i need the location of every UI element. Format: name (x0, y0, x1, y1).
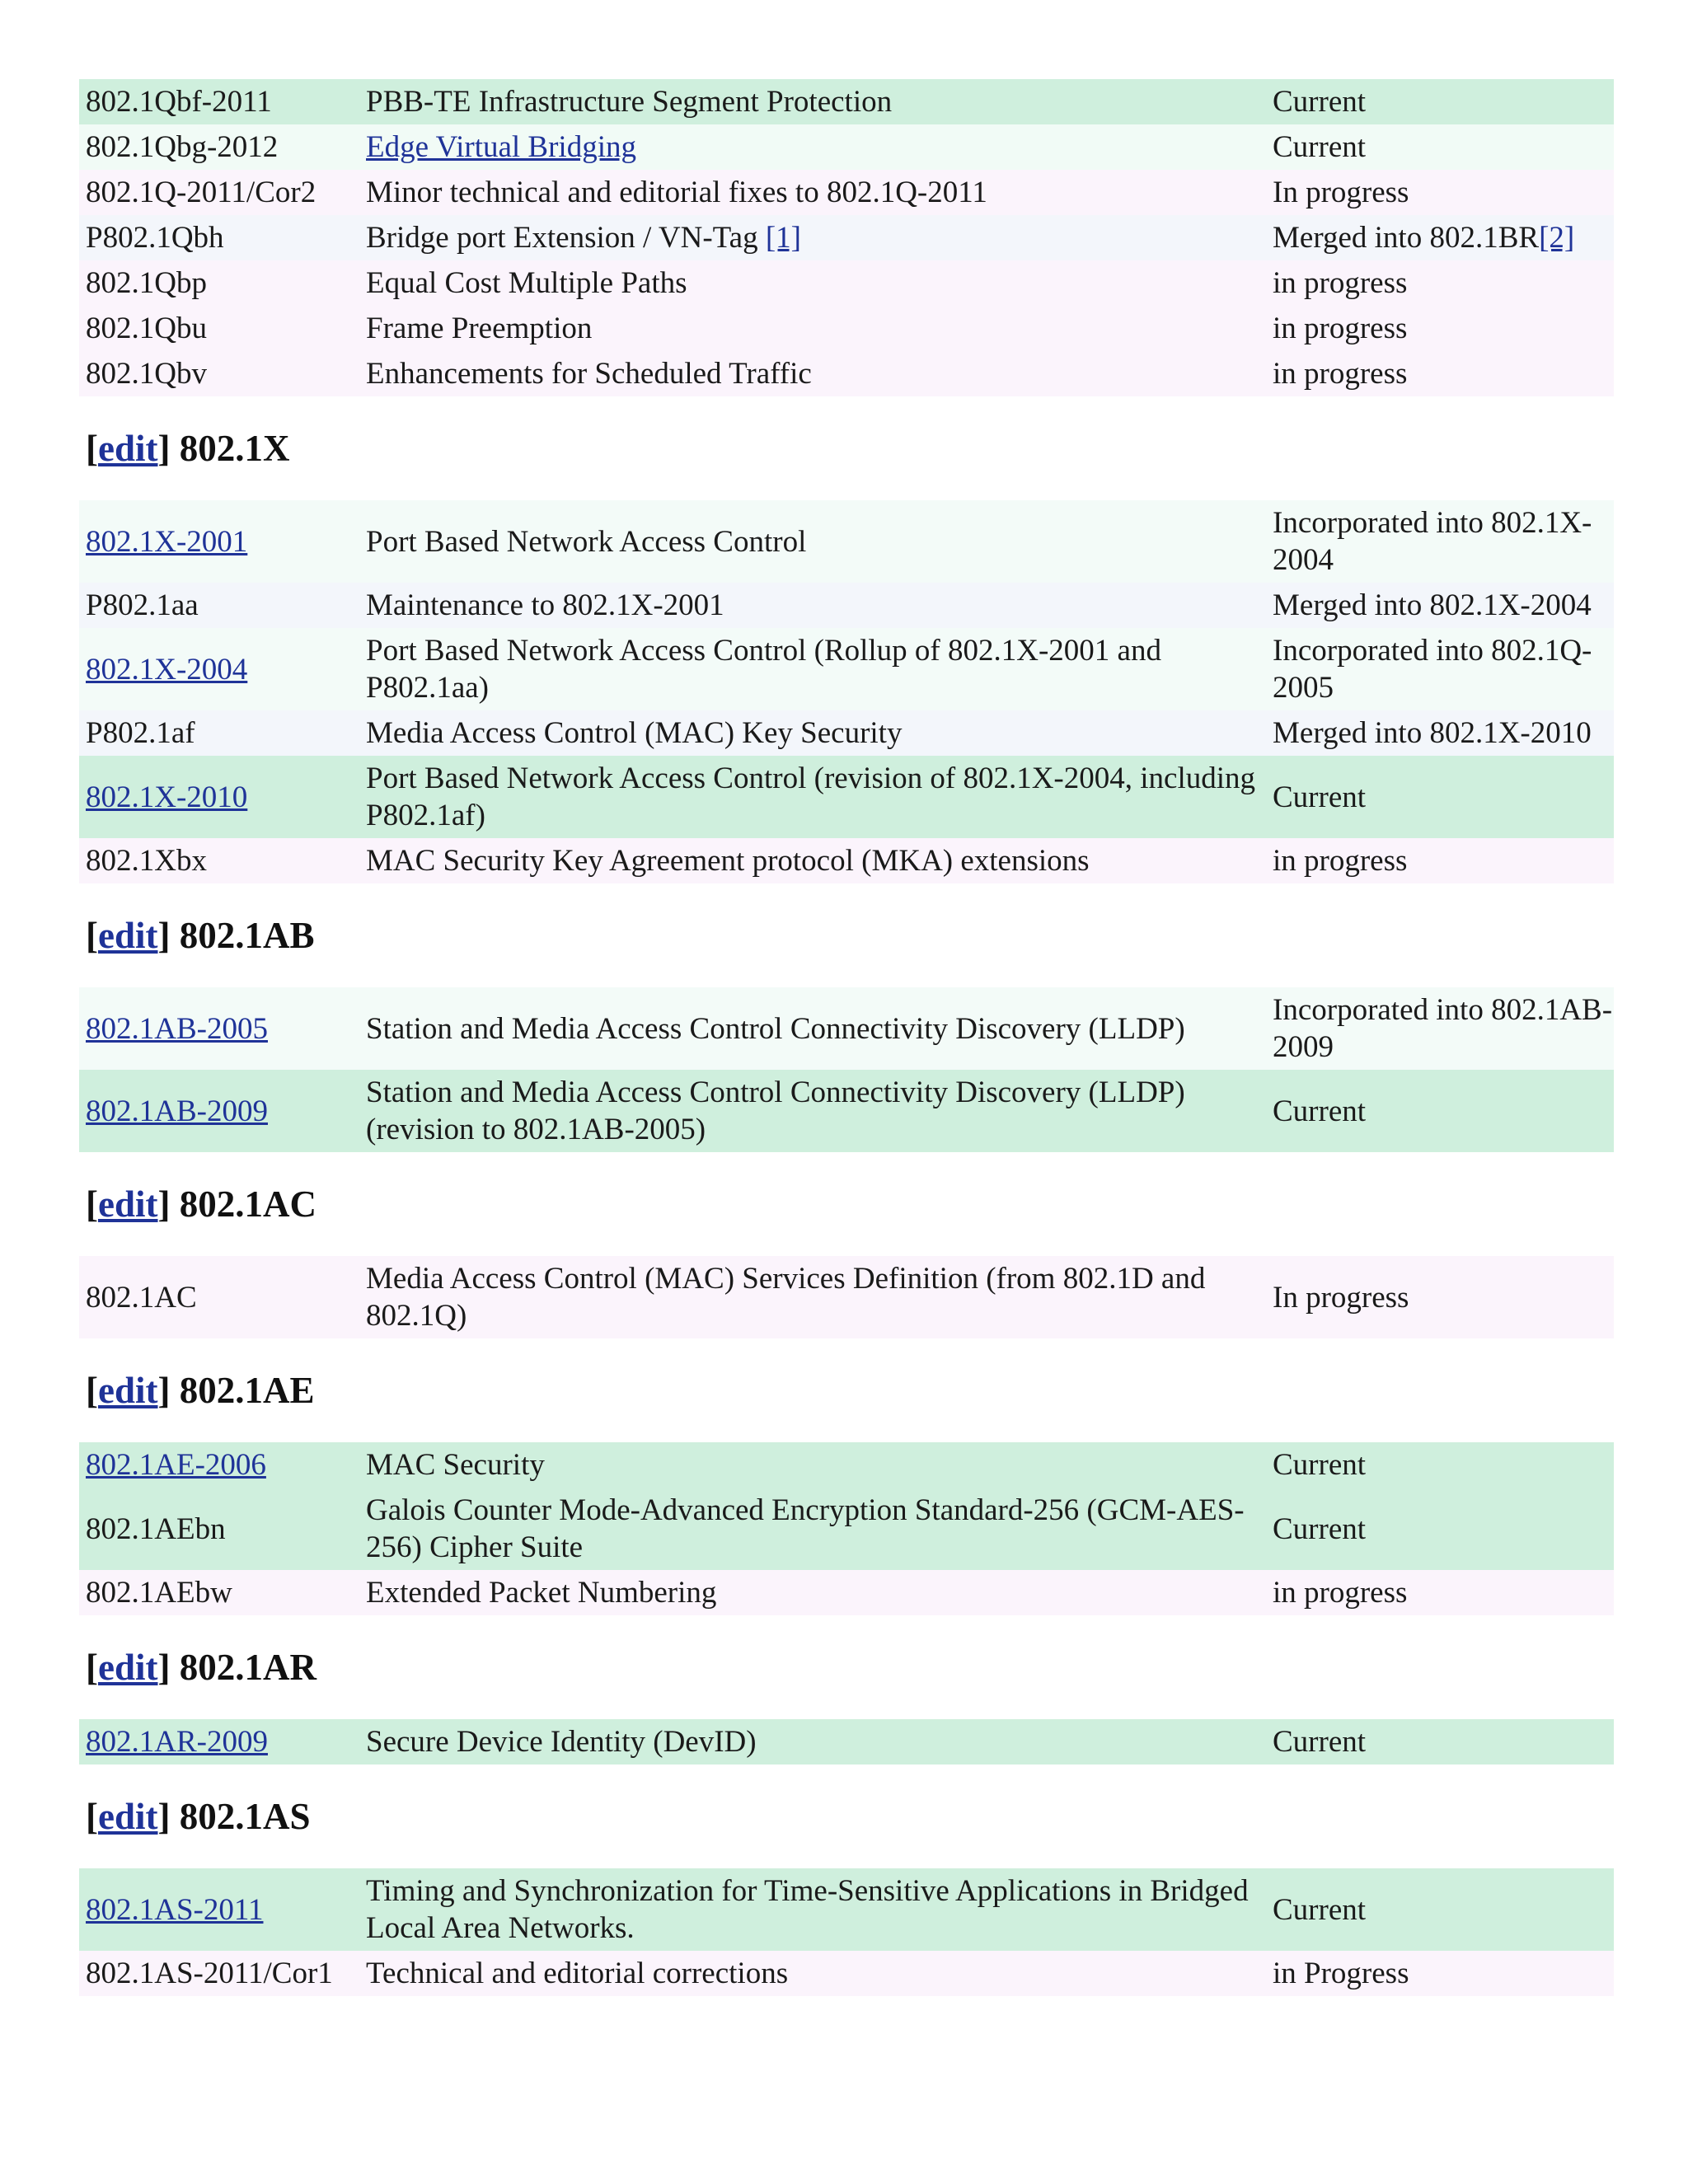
edit-link[interactable]: edit (98, 428, 158, 469)
description: Technical and editorial corrections (366, 1957, 789, 1990)
bracket-close: ] (157, 428, 180, 469)
standard-id-cell[interactable] (79, 628, 359, 710)
bracket-close: ] (157, 1183, 180, 1225)
table-row (79, 500, 1614, 583)
table-row (79, 1868, 1614, 1951)
standard-id-cell (79, 351, 359, 396)
table-row (79, 306, 1614, 351)
reference-link[interactable]: [1] (765, 221, 802, 255)
status-cell (1266, 1570, 1614, 1615)
description-link[interactable]: Edge Virtual Bridging (366, 130, 636, 164)
table-row (79, 1070, 1614, 1152)
standard-id-cell (79, 260, 359, 306)
description: MAC Security Key Agreement protocol (MKA) extensions (366, 844, 1090, 878)
status-cell (1266, 351, 1614, 396)
section-title: 802.1AS (179, 1796, 311, 1837)
status-cell (1266, 756, 1614, 838)
status-cell (1266, 1719, 1614, 1765)
status-cell (1266, 1070, 1614, 1152)
standard-id-cell[interactable] (79, 1442, 359, 1488)
status: Current (1273, 1511, 1367, 1546)
description: MAC Security (366, 1448, 545, 1482)
bracket-close: ] (157, 1796, 180, 1837)
section-heading (79, 1615, 1614, 1719)
description-cell (359, 260, 1266, 306)
table-row (79, 987, 1614, 1070)
standard-id-cell (79, 215, 359, 260)
description: Enhancements for Scheduled Traffic (366, 357, 812, 391)
status-cell (1266, 710, 1614, 756)
table-row (79, 260, 1614, 306)
status-cell (1266, 1256, 1614, 1338)
bracket-open: [ (86, 428, 98, 469)
description: Extended Packet Numbering (366, 1576, 717, 1610)
standards-table (79, 1442, 1614, 1615)
status: Current (1273, 1725, 1367, 1759)
section-title: 802.1AC (179, 1183, 316, 1225)
standard-id-cell (79, 583, 359, 628)
edit-link[interactable]: edit (98, 915, 158, 956)
standards-table (79, 1868, 1614, 1996)
reference-link[interactable]: [2] (1539, 221, 1575, 255)
description: Port Based Network Access Control (revision of 802.1X-2004, including P802.1af) (366, 762, 1256, 832)
table-row (79, 170, 1614, 215)
description-cell (359, 500, 1266, 583)
standard-id: 802.1Qbv (86, 357, 207, 391)
standard-id: 802.1Q-2011/Cor2 (86, 176, 316, 209)
bracket-open: [ (86, 1183, 98, 1225)
description-cell (359, 1951, 1266, 1996)
edit-link[interactable]: edit (98, 1183, 158, 1225)
standard-id-link[interactable]: 802.1AE-2006 (86, 1448, 266, 1482)
edit-link[interactable]: edit (98, 1647, 158, 1688)
status: Current (1273, 780, 1367, 814)
status: Merged into 802.1X-2010 (1273, 716, 1592, 750)
description-cell (359, 306, 1266, 351)
standards-table (79, 1719, 1614, 1765)
standard-id-cell (79, 1488, 359, 1570)
standard-id-link[interactable]: 802.1X-2004 (86, 652, 248, 687)
standard-id-link[interactable]: 802.1AR-2009 (86, 1725, 268, 1759)
bracket-open: [ (86, 1796, 98, 1837)
table-row (79, 215, 1614, 260)
description-cell (359, 583, 1266, 628)
description: Port Based Network Access Control (366, 524, 807, 559)
status-cell (1266, 1868, 1614, 1951)
standard-id: 802.1AEbw (86, 1576, 232, 1610)
status-cell (1266, 306, 1614, 351)
status: in progress (1273, 266, 1408, 300)
bracket-open: [ (86, 1370, 98, 1411)
standard-id-cell (79, 170, 359, 215)
standard-id-link[interactable]: 802.1AB-2005 (86, 1011, 268, 1046)
status: Incorporated into 802.1AB-2009 (1273, 993, 1613, 1064)
standard-id: 802.1Qbu (86, 312, 207, 345)
standard-id-cell (79, 838, 359, 883)
edit-link[interactable]: edit (98, 1370, 158, 1411)
description-cell (359, 351, 1266, 396)
standard-id-cell[interactable] (79, 987, 359, 1070)
standards-table (79, 79, 1614, 396)
table-row (79, 583, 1614, 628)
standard-id-cell[interactable] (79, 500, 359, 583)
status-cell (1266, 628, 1614, 710)
bracket-close: ] (157, 1647, 180, 1688)
standard-id: 802.1AS-2011/Cor1 (86, 1957, 333, 1990)
bracket-open: [ (86, 1647, 98, 1688)
description: Media Access Control (MAC) Key Security (366, 716, 903, 750)
status: in progress (1273, 844, 1408, 878)
description-cell (359, 1719, 1266, 1765)
standard-id-cell[interactable] (79, 756, 359, 838)
standard-id-cell[interactable] (79, 1868, 359, 1951)
standard-id-cell (79, 710, 359, 756)
description: Galois Counter Mode-Advanced Encryption Standard-256 (GCM-AES-256) Cipher Suite (366, 1493, 1245, 1564)
status-cell (1266, 1488, 1614, 1570)
standards-table (79, 987, 1614, 1152)
standard-id: 802.1AEbn (86, 1511, 226, 1546)
description: Port Based Network Access Control (Rollup of 802.1X-2001 and P802.1aa) (366, 634, 1161, 705)
description-cell (359, 1070, 1266, 1152)
description: Frame Preemption (366, 312, 593, 345)
description-cell (359, 79, 1266, 124)
status: In progress (1273, 176, 1409, 209)
table-row (79, 1442, 1614, 1488)
standard-id-link[interactable]: 802.1AS-2011 (86, 1892, 264, 1927)
status-cell (1266, 838, 1614, 883)
standard-id-cell (79, 79, 359, 124)
status: Incorporated into 802.1X-2004 (1273, 506, 1592, 577)
edit-link[interactable]: edit (98, 1796, 158, 1837)
section-title: 802.1X (179, 428, 290, 469)
status: Current (1273, 85, 1367, 119)
description: Station and Media Access Control Connectivity Discovery (LLDP) (366, 1011, 1185, 1046)
standard-id-cell (79, 1570, 359, 1615)
description: Minor technical and editorial fixes to 802.1Q-2011 (366, 176, 987, 209)
status: in progress (1273, 1576, 1408, 1610)
status: In progress (1273, 1280, 1409, 1315)
description-cell (359, 1868, 1266, 1951)
standard-id: 802.1Qbp (86, 266, 207, 300)
table-row (79, 838, 1614, 883)
description-cell (359, 756, 1266, 838)
description-cell (359, 1488, 1266, 1570)
table-row (79, 351, 1614, 396)
standard-id: 802.1AC (86, 1280, 197, 1315)
status-cell (1266, 1442, 1614, 1488)
section-heading (79, 883, 1614, 987)
standards-table (79, 500, 1614, 883)
section-title: 802.1AE (179, 1370, 315, 1411)
description: Secure Device Identity (DevID) (366, 1725, 757, 1759)
table-row (79, 756, 1614, 838)
description: Equal Cost Multiple Paths (366, 266, 687, 300)
table-row (79, 79, 1614, 124)
status-cell (1266, 583, 1614, 628)
section-title: 802.1AB (179, 915, 315, 956)
status: in progress (1273, 357, 1408, 391)
section-heading (79, 396, 1614, 500)
table-row (79, 1256, 1614, 1338)
status: Current (1273, 1448, 1367, 1482)
description-cell (359, 838, 1266, 883)
standard-id: 802.1Xbx (86, 844, 207, 878)
description: Timing and Synchronization for Time-Sensitive Applications in Bridged Local Area Networks. (366, 1874, 1249, 1945)
status-cell (1266, 500, 1614, 583)
section-heading (79, 1152, 1614, 1256)
description-cell (359, 215, 1266, 260)
description-cell (359, 710, 1266, 756)
standard-id-cell (79, 306, 359, 351)
table-row (79, 124, 1614, 170)
description: Media Access Control (MAC) Services Definition (from 802.1D and 802.1Q) (366, 1262, 1206, 1333)
standard-id-link[interactable]: 802.1X-2010 (86, 780, 248, 814)
status: Current (1273, 1094, 1367, 1128)
status-cell (1266, 260, 1614, 306)
status: Current (1273, 130, 1367, 164)
description: Maintenance to 802.1X-2001 (366, 588, 724, 622)
standard-id-cell[interactable] (79, 1070, 359, 1152)
status-cell (1266, 1951, 1614, 1996)
description-cell (359, 628, 1266, 710)
bracket-close: ] (157, 1370, 180, 1411)
table-row (79, 1570, 1614, 1615)
standard-id-link[interactable]: 802.1AB-2009 (86, 1094, 268, 1128)
table-row (79, 1488, 1614, 1570)
standard-id: P802.1Qbh (86, 221, 224, 255)
status-cell (1266, 215, 1614, 260)
status-cell (1266, 987, 1614, 1070)
status-cell (1266, 170, 1614, 215)
table-row (79, 1951, 1614, 1996)
description: PBB-TE Infrastructure Segment Protection (366, 85, 893, 119)
status-cell (1266, 79, 1614, 124)
standards-table (79, 1256, 1614, 1338)
status: in progress (1273, 312, 1408, 345)
status-cell (1266, 124, 1614, 170)
section-title: 802.1AR (179, 1647, 316, 1688)
standard-id-cell[interactable] (79, 1719, 359, 1765)
description-cell[interactable] (359, 124, 1266, 170)
section-heading (79, 1765, 1614, 1868)
standard-id: 802.1Qbf-2011 (86, 85, 272, 119)
section-heading (79, 1338, 1614, 1442)
standard-id: P802.1af (86, 716, 195, 750)
description-cell (359, 1570, 1266, 1615)
description: Station and Media Access Control Connectivity Discovery (LLDP) (revision to 802.1AB-2005) (366, 1076, 1185, 1146)
status: Current (1273, 1892, 1367, 1927)
standard-id-cell (79, 1256, 359, 1338)
status: Merged into 802.1X-2004 (1273, 588, 1592, 622)
standards-document (79, 79, 1614, 1996)
description-cell (359, 1442, 1266, 1488)
description-cell (359, 1256, 1266, 1338)
standard-id: P802.1aa (86, 588, 199, 622)
table-row (79, 628, 1614, 710)
table-row (79, 1719, 1614, 1765)
bracket-open: [ (86, 915, 98, 956)
status: in Progress (1273, 1957, 1409, 1990)
standard-id-cell (79, 124, 359, 170)
bracket-close: ] (157, 915, 180, 956)
table-row (79, 710, 1614, 756)
standard-id-cell (79, 1951, 359, 1996)
standard-id: 802.1Qbg-2012 (86, 130, 279, 164)
description-cell (359, 987, 1266, 1070)
description: Bridge port Extension / VN-Tag (366, 221, 766, 255)
status: Incorporated into 802.1Q-2005 (1273, 634, 1592, 705)
description-cell (359, 170, 1266, 215)
standard-id-link[interactable]: 802.1X-2001 (86, 524, 248, 559)
status: Merged into 802.1BR (1273, 221, 1540, 255)
